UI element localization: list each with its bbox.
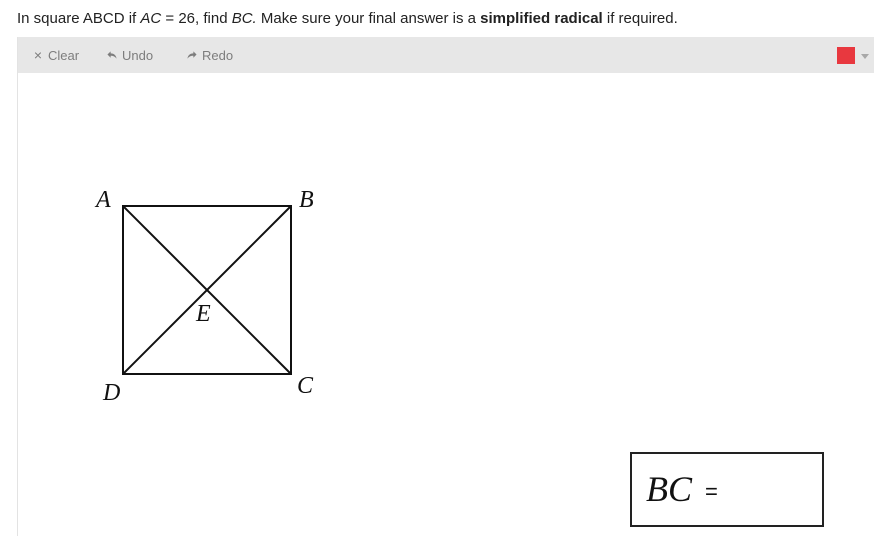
vertex-label-c: C xyxy=(297,373,314,399)
close-icon: × xyxy=(33,47,43,63)
question-given-variable: AC xyxy=(140,10,162,27)
vertex-label-a: A xyxy=(96,187,111,213)
clear-label: Clear xyxy=(48,47,80,63)
question-given-value: = 26, find xyxy=(161,10,232,27)
redo-label: Redo xyxy=(202,47,234,63)
question-instruction: Make sure your final answer is a xyxy=(256,10,481,27)
undo-label: Undo xyxy=(122,47,154,63)
answer-box xyxy=(630,452,824,527)
intersection-label-e: E xyxy=(196,301,211,327)
answer-variable: BC xyxy=(646,469,693,509)
question-suffix: if required. xyxy=(602,10,678,27)
question-prefix: In square ABCD if xyxy=(17,10,141,27)
question-find-variable: BC. xyxy=(231,10,257,27)
vertex-label-b: B xyxy=(299,187,314,213)
answer-equals: = xyxy=(705,479,718,504)
vertex-label-d: D xyxy=(103,380,121,406)
question-emphasis: simplified radical xyxy=(480,10,603,27)
